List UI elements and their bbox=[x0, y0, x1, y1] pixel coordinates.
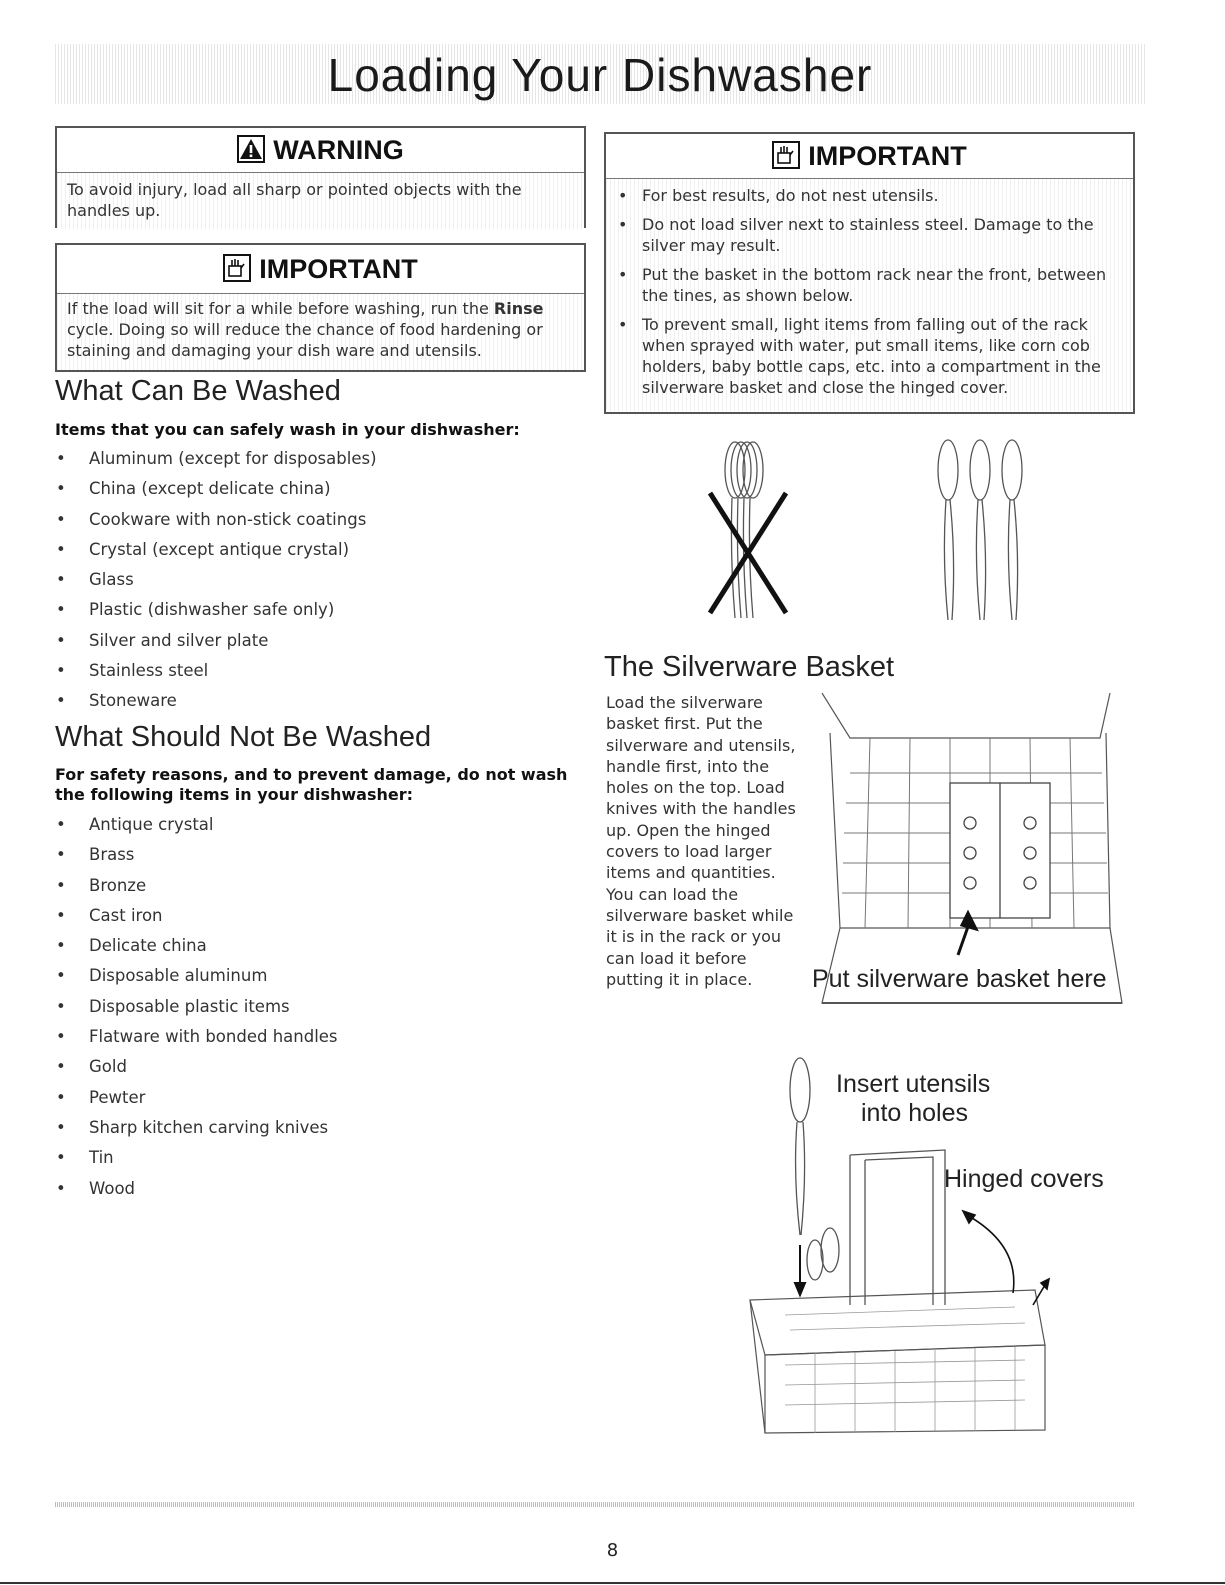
warning-heading: WARNING bbox=[273, 135, 404, 165]
what-not-item: • Flatware with bonded handles bbox=[56, 1025, 556, 1055]
what-not-item: • Bronze bbox=[56, 874, 556, 904]
important-right-list bbox=[616, 185, 1123, 398]
important-box-right bbox=[604, 132, 1135, 414]
page-title: Loading Your Dishwasher bbox=[327, 49, 873, 101]
insert-label-line2: into holes bbox=[861, 1099, 969, 1127]
what-not-list bbox=[56, 813, 556, 1207]
important-right-item: • Put the basket in the bottom rack near the front, between the tines, as shown below. bbox=[616, 264, 1123, 306]
what-can-item: • Plastic (dishwasher safe only) bbox=[56, 598, 556, 628]
what-can-subheading: Items that you can safely wash in your dishwasher: bbox=[55, 420, 520, 439]
insert-label-line1: Insert utensils bbox=[836, 1070, 991, 1098]
rack-basket-icon bbox=[950, 783, 1050, 918]
what-not-subheading: For safety reasons, and to prevent damage, do not wash the following items in your dishwasher: bbox=[55, 765, 568, 804]
what-can-item: • Glass bbox=[56, 568, 556, 598]
important-box-left bbox=[55, 243, 586, 372]
warning-text: To avoid injury, load all sharp or pointed objects with the handles up. bbox=[67, 180, 522, 220]
important-header-right bbox=[606, 134, 1133, 179]
important-left-text-1: If the load will sit for a while before washing, run the bbox=[67, 299, 494, 318]
important-header-left bbox=[57, 245, 584, 294]
important-right-item: • To prevent small, light items from falling out of the rack when sprayed with water, put small items, like corn cob holders, baby bottle caps, etc. into a compartment in the silverware basket and close the hinged cover. bbox=[616, 314, 1123, 398]
title-band bbox=[55, 44, 1145, 104]
what-not-item: • Pewter bbox=[56, 1086, 556, 1116]
what-can-item: • Stoneware bbox=[56, 689, 556, 719]
hand-note-icon bbox=[772, 141, 800, 169]
rinse-bold: Rinse bbox=[493, 299, 544, 318]
what-can-item: • China (except delicate china) bbox=[56, 477, 556, 507]
what-not-item: • Disposable plastic items bbox=[56, 995, 556, 1025]
what-not-item: • Antique crystal bbox=[56, 813, 556, 843]
what-not-item: • Wood bbox=[56, 1177, 556, 1207]
what-can-item: • Stainless steel bbox=[56, 659, 556, 689]
basket-heading: The Silverware Basket bbox=[604, 651, 895, 683]
x-mark-icon bbox=[710, 493, 786, 613]
what-not-item: • Disposable aluminum bbox=[56, 964, 556, 994]
footer-rule bbox=[55, 1502, 1135, 1507]
what-not-item: • Gold bbox=[56, 1055, 556, 1085]
basket-text: Load the silverware basket first. Put the silverware and utensils, handle first, into the holes on the top. Load knives with the handles up. Open the hinged covers to load larger items and quantities. You can load the silverware basket while it is in the rack or you can load it before putting it in place. bbox=[606, 693, 796, 989]
what-can-heading: What Can Be Washed bbox=[55, 375, 341, 407]
what-not-item: • Tin bbox=[56, 1146, 556, 1176]
separate-spoons-icon bbox=[938, 440, 1022, 620]
what-can-item: • Silver and silver plate bbox=[56, 629, 556, 659]
pointer-arrow-icon bbox=[958, 913, 976, 955]
hand-note-icon bbox=[223, 254, 251, 282]
what-can-item: • Cookware with non-stick coatings bbox=[56, 508, 556, 538]
important-right-item: • For best results, do not nest utensils. bbox=[616, 185, 1123, 206]
what-not-heading: What Should Not Be Washed bbox=[55, 721, 432, 753]
page-number: 8 bbox=[606, 1540, 619, 1561]
what-can-list bbox=[56, 447, 556, 720]
what-can-item: • Crystal (except antique crystal) bbox=[56, 538, 556, 568]
rack-label-text: Put silverware basket here bbox=[812, 965, 1107, 993]
spoon-nesting-illustration bbox=[690, 438, 1040, 628]
what-can-item: • Aluminum (except for disposables) bbox=[56, 447, 556, 477]
important-heading-right: IMPORTANT bbox=[808, 141, 967, 171]
warning-box bbox=[55, 126, 586, 228]
spoon-icon bbox=[790, 1058, 810, 1235]
down-arrow-icon bbox=[795, 1245, 805, 1295]
bottom-rule bbox=[0, 1582, 1225, 1584]
what-not-item: • Cast iron bbox=[56, 904, 556, 934]
what-not-item: • Delicate china bbox=[56, 934, 556, 964]
hinged-covers-label: Hinged covers bbox=[944, 1165, 1104, 1193]
warning-header bbox=[57, 128, 584, 173]
important-left-text-2: cycle. Doing so will reduce the chance of food hardening or staining and damaging your dish ware and utensils. bbox=[67, 320, 543, 360]
important-right-item: • Do not load silver next to stainless steel. Damage to the silver may result. bbox=[616, 214, 1123, 256]
dish-rack-illustration bbox=[810, 693, 1130, 1018]
what-not-item: • Sharp kitchen carving knives bbox=[56, 1116, 556, 1146]
what-not-item: • Brass bbox=[56, 843, 556, 873]
important-heading-left: IMPORTANT bbox=[259, 254, 418, 284]
warning-icon bbox=[237, 135, 265, 163]
